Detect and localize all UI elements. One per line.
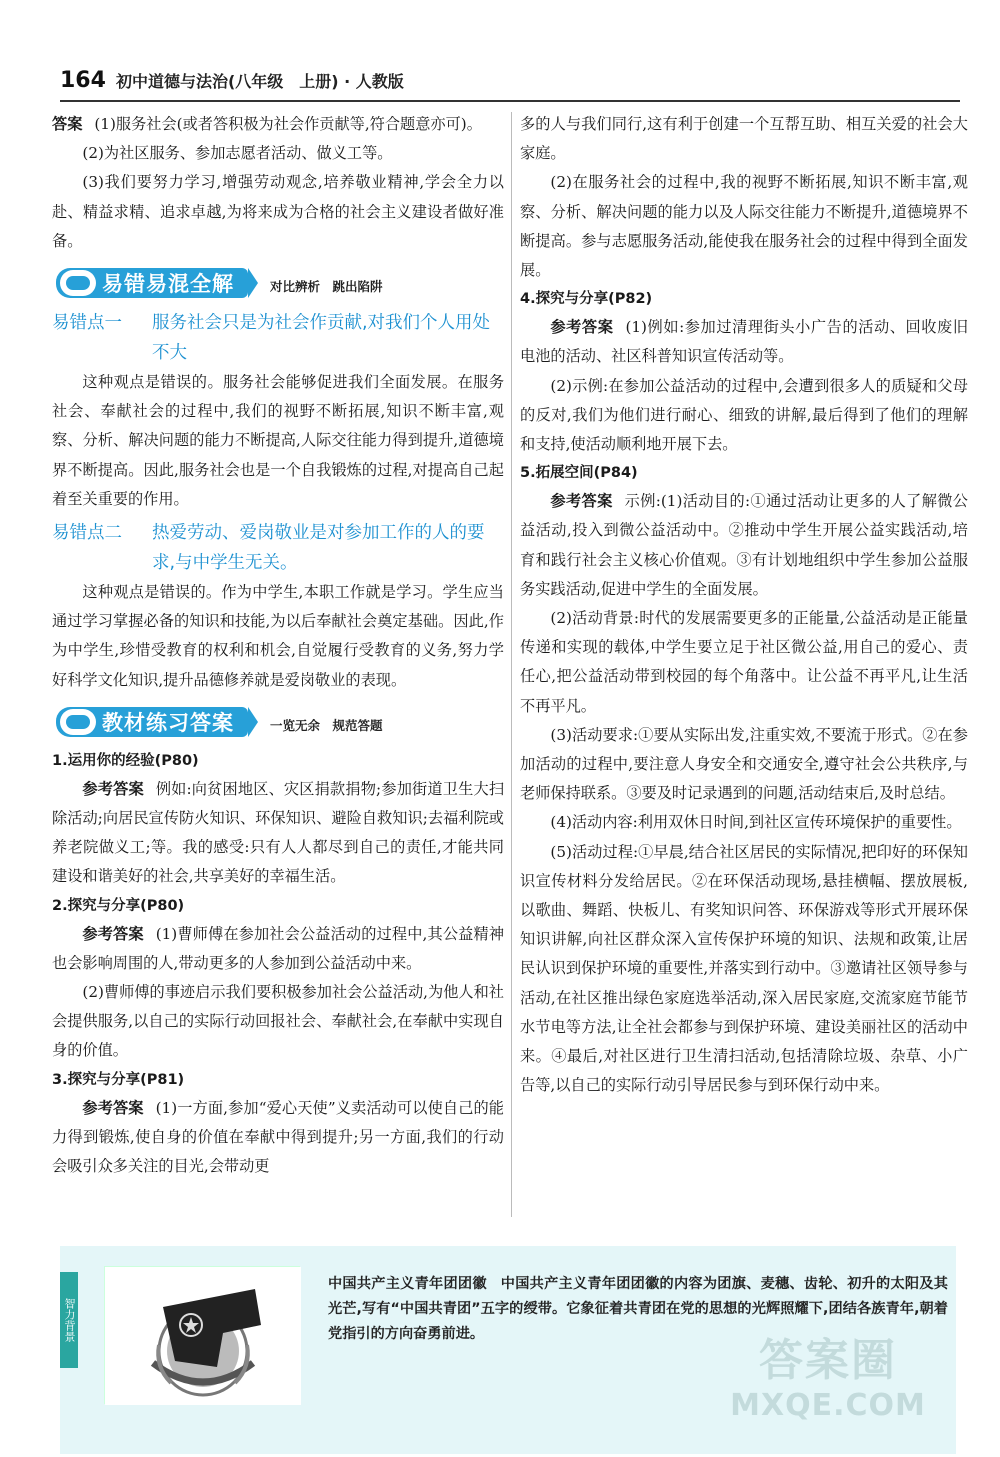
question-1-answer: 参考答案 例如:向贫困地区、灾区捐款捐物;参加街道卫生大扫除活动;向居民宣传防火知识、环保知识、避险自救知识;去福利院或养老院做义工;等。我的感受:只有人人都尽到自己的责任,才能共同建设和谐美好的社会,共享美好的幸福生活。	[52, 779, 505, 886]
question-5-answer-3: (3)活动要求:①要从实际出发,注重实效,不要流于形式。②在参加活动的过程中,要注意人身安全和交通安全,遵守社会公共秩序,与老师保持联系。③要及时记录遇到的问题,活动结束后,及时总结。	[520, 725, 968, 803]
question-2-answer-1: 参考答案 (1)曹师傅在参加社会公益活动的过程中,其公益精神也会影响周围的人,带动更多的人参加到公益活动中来。	[52, 924, 505, 972]
site-watermark-logo: 答案圈 MXQE.COM	[730, 1335, 926, 1423]
question-5-answer-2: (2)活动背景:时代的发展需要更多的正能量,公益活动是正能量传递和实现的载体,中学生要立足于社区微公益,用自己的爱心、责任心,把公益活动带到校园的每个角落中。让公益不再平凡,让生活不再平凡。	[520, 609, 968, 715]
question-4-heading: 4.探究与分享(P82)	[520, 291, 653, 308]
note-text: 中国共产主义青年团团徽的内容为团旗、麦穗、齿轮、初升的太阳及其光芒,写有“中国共青团”五字的绶带。它象征着共青团在党的思想的光辉照耀下,团结各族青年,朝着党指引的方向奋勇前进。	[328, 1276, 948, 1342]
question-4-answer-2: (2)示例:在参加公益活动的过程中,会遭到很多人的质疑和父母的反对,我们为他们进行耐心、细致的讲解,最后得到了他们的理解和支持,使活动顺利地开展下去。	[520, 376, 968, 454]
background-knowledge-box	[60, 1246, 956, 1454]
left-column	[52, 110, 504, 1181]
book-title: 初中道德与法治(八年级 上册) · 人教版	[115, 72, 404, 91]
question-5-answer-5: (5)活动过程:①早晨,结合社区居民的实际情况,把印好的环保知识宣传材料分发给居民。②在环保活动现场,悬挂横幅、摆放展板,以歌曲、舞蹈、快板儿、有奖知识问答、环保游戏等形式开展环保知识讲解,向社区群众深入宣传保护环境的知识、法规和政策,让居民认识到保护环境的重要性,并落实到行动中。③邀请社区领导参与活动,在社区推出绿色家庭选举活动,深入居民家庭,交流家庭节能节水节电等方法,让全社会都参与到保护环境、建设美丽社区的活动中来。④最后,对社区进行卫生清扫活动,包括清除垃圾、杂草、小广告等,以自己的实际行动引导居民参与到环保行动中来。	[520, 842, 968, 1095]
question-2-heading: 2.探究与分享(P80)	[52, 897, 185, 914]
right-column	[520, 110, 968, 1101]
question-5-heading: 5.拓展空间(P84)	[520, 465, 638, 482]
page-header	[60, 68, 404, 98]
column-divider	[511, 112, 512, 1217]
mistake-label: 易错点二	[52, 523, 122, 544]
answer-paragraph-3: (3)我们要努力学习,增强劳动观念,培养敬业精神,学会全力以赴、精益求精、追求卓越,为将来成为合格的社会主义建设者做好准备。	[52, 173, 504, 250]
mistake-1-explanation: 这种观点是错误的。服务社会能够促进我们全面发展。在服务社会、奉献社会的过程中,我们的视野不断拓展,知识不断丰富,观察、分析、解决问题的能力不断提高,人际交往能力得到提升,道德境界不断提高。因此,服务社会也是一个自我锻炼的过程,对提高自己起着至关重要的作用。	[52, 373, 504, 508]
mistake-label: 易错点一	[52, 313, 122, 334]
cloud-icon	[60, 270, 96, 296]
header-rule	[60, 100, 960, 102]
answer-paragraph-1: 答案 (1)服务社会(或者答积极为社会作贡献等,符合题意亦可)。	[52, 115, 482, 133]
question-3-answer-continued: 多的人与我们同行,这有利于创建一个互帮互助、相互关爱的社会大家庭。	[520, 115, 968, 163]
question-4-answer-1: 参考答案 (1)例如:参加过清理街头小广告的活动、回收废旧电池的活动、社区科普知识宣传活动等。	[520, 318, 969, 366]
cloud-icon	[60, 709, 96, 735]
mistake-2-explanation: 这种观点是错误的。作为中学生,本职工作就是学习。学生应当通过学习掌握必备的知识和技能,为以后奉献社会奠定基础。因此,作为中学生,珍惜受教育的权利和机会,自觉履行受教育的义务,努力学好科学文化知识,提升品德修养就是爱岗敬业的表现。	[52, 583, 504, 689]
question-2-answer-2: (2)曹师傅的事迹启示我们要积极参加社会公益活动,为他人和社会提供服务,以自己的实际行动回报社会、奉献社会,在奉献中实现自身的价值。	[52, 983, 504, 1060]
mistake-statement: 服务社会只是为社会作贡献,对我们个人用处不大	[152, 313, 491, 364]
mistake-statement: 热爱劳动、爱岗敬业是对参加工作的人的要求,与中学生无关。	[152, 523, 485, 574]
mistake-point-2	[52, 518, 504, 578]
note-title: 中国共产主义青年团团徽	[328, 1276, 487, 1292]
answer-paragraph-2: (2)为社区服务、参加志愿者活动、做义工等。	[82, 144, 393, 163]
question-3-answer-2: (2)在服务社会的过程中,我的视野不断拓展,知识不断丰富,观察、分析、解决问题的能力以及人际交往能力不断提升,道德境界不断提高。参与志愿服务活动,能使我在服务社会的过程中得到全面发展。	[520, 173, 968, 280]
emblem-icon	[105, 1267, 301, 1405]
page-number: 164	[60, 68, 106, 93]
section-banner-exercises	[56, 705, 504, 739]
mistake-point-1	[52, 308, 504, 368]
question-1-heading: 1.运用你的经验(P80)	[52, 752, 199, 769]
banner-title: 易错易混全解	[102, 272, 234, 297]
answer-label: 答案	[52, 115, 83, 133]
banner-title: 教材练习答案	[102, 710, 234, 735]
question-3-heading: 3.探究与分享(P81)	[52, 1071, 185, 1088]
question-5-answer-1: 参考答案 示例:(1)活动目的:①通过活动让更多的人了解微公益活动,投入到微公益活动中。②推动中学生开展公益实践活动,培育和践行社会主义核心价值观。③有计划地组织中学生参加公益服务实践活动,促进中学生的全面发展。	[520, 492, 968, 598]
youth-league-emblem-image	[104, 1266, 300, 1404]
side-tab-label: 智力背景	[60, 1272, 78, 1368]
question-5-answer-4: (4)活动内容:利用双休日时间,到社区宣传环境保护的重要性。	[550, 813, 962, 832]
question-3-answer-1: 参考答案 (1)一方面,参加“爱心天使”义卖活动可以使自己的能力得到锻炼,使自身的价值在奉献中得到提升;另一方面,我们的行动会吸引众多关注的目光,会带动更	[52, 1098, 504, 1176]
banner-subtitle: 一览无余 规范答题	[270, 717, 383, 733]
banner-subtitle: 对比辨析 跳出陷阱	[270, 279, 383, 295]
section-banner-mistakes	[56, 266, 504, 300]
